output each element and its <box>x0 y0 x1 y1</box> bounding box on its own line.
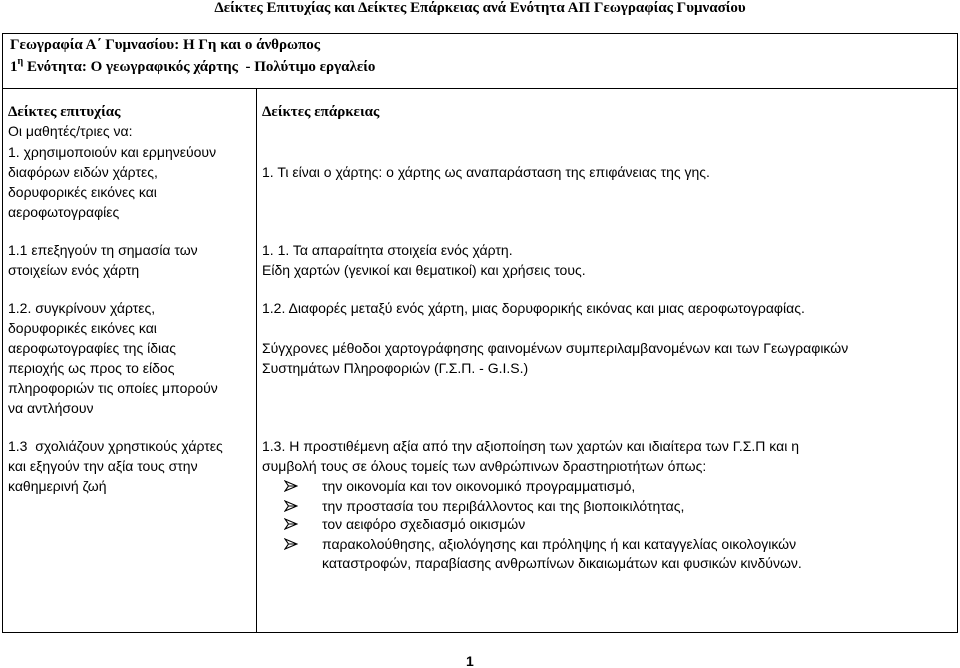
adequacy-paragraph-line: συμβολή τους σε όλους τομείς των ανθρώπινων δραστηριοτήτων όπως: <box>262 458 707 474</box>
bullet-item-line: τον αειφόρο σχεδιασμό οικισμών <box>322 516 526 532</box>
arrowhead-bullet-icon <box>284 538 298 550</box>
table-header-divider <box>2 88 958 89</box>
bullet-item-line: καταστροφών, παραβίασης ανθρωπίνων δικαιωμάτων και φυσικών κινδύνων. <box>322 555 802 571</box>
adequacy-paragraph-line: 1.3. Η προστιθέμενη αξία από την αξιοποίηση των χαρτών και ιδιαίτερα των Γ.Σ.Π και η <box>262 438 800 454</box>
adequacy-indicators-heading: Δείκτες επάρκειας <box>262 104 380 120</box>
success-item-line: στοιχείων ενός χάρτη <box>8 262 140 278</box>
success-item-line: 1.3 σχολιάζουν χρηστικούς χάρτες <box>8 438 223 454</box>
arrowhead-bullet-icon <box>284 518 298 530</box>
adequacy-paragraph-line: Είδη χαρτών (γενικοί και θεματικοί) και χρήσεις τους. <box>262 262 586 278</box>
unit-title <box>10 58 375 76</box>
success-item-line: πληροφοριών τις οποίες μπορούν <box>8 380 218 396</box>
table-column-divider <box>256 88 257 632</box>
success-item-line: δορυφορικές εικόνες και <box>8 184 157 200</box>
success-item-line: αεροφωτογραφίες <box>8 204 120 220</box>
success-item-line: και εξηγούν την αξία τους στην <box>8 458 198 474</box>
success-indicators-heading: Δείκτες επιτυχίας <box>8 104 121 120</box>
success-item-line: καθημερινή ζωή <box>8 478 107 494</box>
adequacy-paragraph-line: Σύγχρονες μέθοδοι χαρτογράφησης φαινομένων συμπεριλαμβανομένων και των Γεωγραφικών <box>262 340 849 356</box>
arrowhead-bullet-icon <box>284 480 298 492</box>
unit-title-text: Ενότητα: Ο γεωγραφικός χάρτης - Πολύτιμο εργαλείο <box>23 59 376 75</box>
bullet-item-line: την προστασία του περιβάλλοντος και της βιοποικιλότητας, <box>322 498 685 514</box>
adequacy-paragraph-line: 1. 1. Τα απαραίτητα στοιχεία ενός χάρτη. <box>262 242 513 258</box>
unit-ordinal-superscript: η <box>17 56 24 67</box>
success-item-line: περιοχής ως προς το είδος <box>8 360 175 376</box>
bullet-item-line: παρακολούθησης, αξιολόγησης και πρόληψης ή και καταγγελίας οικολογικών <box>322 536 797 552</box>
success-indicators-intro: Οι μαθητές/τριες να: <box>8 123 133 139</box>
success-item-line: 1. χρησιμοποιούν και ερμηνεύουν <box>8 144 217 160</box>
page-number: 1 <box>466 653 474 668</box>
course-title: Γεωγραφία Α΄ Γυμνασίου: Η Γη και ο άνθρωπος <box>10 37 321 53</box>
adequacy-paragraph-line: 1. Τι είναι ο χάρτης: ο χάρτης ως αναπαράσταση της επιφάνειας της γης. <box>262 164 710 180</box>
success-item-line: 1.1 επεξηγούν τη σημασία των <box>8 242 198 258</box>
adequacy-paragraph-line: 1.2. Διαφορές μεταξύ ενός χάρτη, μιας δορυφορικής εικόνας και μιας αεροφωτογραφίας. <box>262 300 805 316</box>
success-item-line: 1.2. συγκρίνουν χάρτες, <box>8 300 156 316</box>
page-title: Δείκτες Επιτυχίας και Δείκτες Επάρκειας ανά Ενότητα ΑΠ Γεωγραφίας Γυμνασίου <box>214 0 746 16</box>
bullet-item-line: την οικονομία και τον οικονομικό προγραμματισμό, <box>322 478 636 494</box>
arrowhead-bullet-icon <box>284 500 298 512</box>
unit-number: 1 <box>10 59 18 75</box>
success-item-line: αεροφωτογραφίες της ίδιας <box>8 340 176 356</box>
success-item-line: δορυφορικές εικόνες και <box>8 320 157 336</box>
adequacy-paragraph-line: Συστημάτων Πληροφοριών (Γ.Σ.Π. - G.I.S.) <box>262 360 529 376</box>
success-item-line: να αντλήσουν <box>8 400 94 416</box>
success-item-line: διαφόρων ειδών χάρτες, <box>8 164 158 180</box>
